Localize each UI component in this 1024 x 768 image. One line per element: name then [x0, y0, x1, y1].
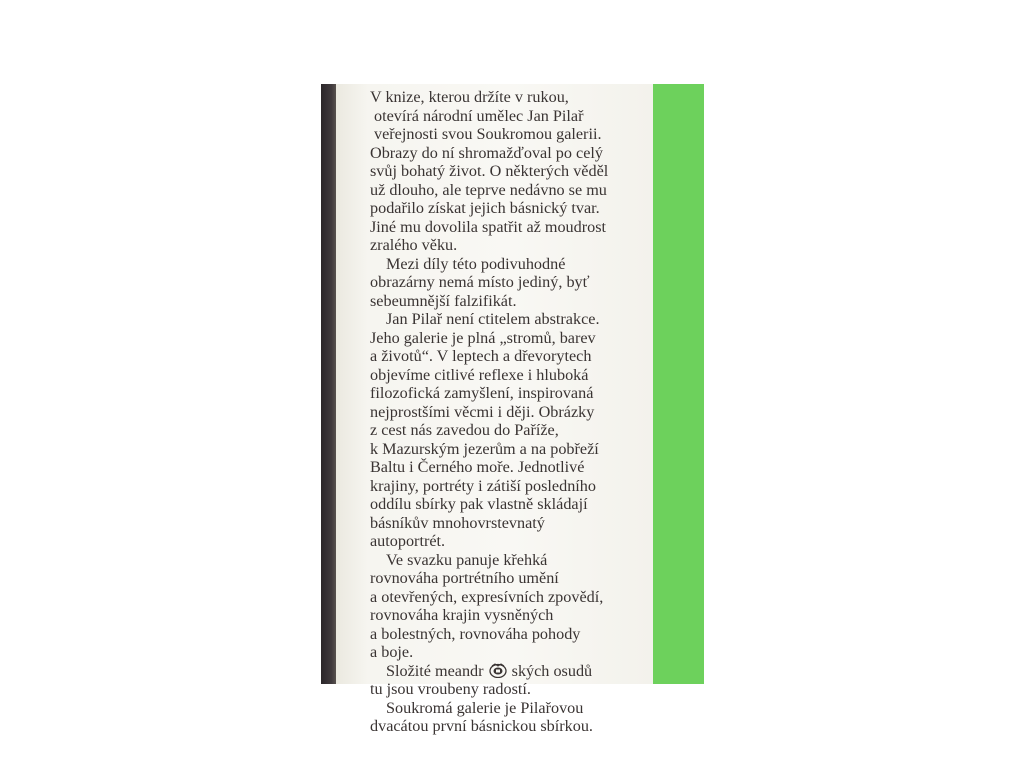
blurb-line	[370, 107, 670, 126]
blurb-line-text: obrazárny nemá místo jediný, byť	[370, 273, 590, 291]
blurb-line-text: Jeho galerie je plná „stromů, barev	[370, 328, 596, 347]
blurb-line	[370, 273, 670, 292]
blurb-line	[370, 662, 670, 681]
blurb-line	[370, 236, 670, 255]
green-cover-edge	[653, 84, 704, 684]
blurb-line	[370, 329, 670, 348]
blurb-line-text: Mezi díly této podivuhodné	[386, 254, 566, 273]
blurb-line-text: dvacátou první básnickou sbírkou.	[370, 717, 593, 735]
blurb-line-text: tu jsou vroubeny radostí.	[370, 680, 531, 698]
blurb-line	[370, 181, 670, 200]
blurb-line-text-after-emblem: ských osudů	[511, 661, 593, 680]
blurb-line	[370, 144, 670, 163]
blurb-line-text: filozofická zamyšlení, inspirovaná	[370, 384, 594, 402]
blurb-line	[370, 606, 670, 625]
blurb-line	[370, 199, 670, 218]
blurb-line	[370, 162, 670, 181]
blurb-line	[370, 292, 670, 311]
blurb-line	[370, 458, 670, 477]
blurb-line-text: otevírá národní umělec Jan Pilař	[374, 106, 584, 125]
blurb-line-text: V knize, kterou držíte v rukou,	[370, 88, 569, 106]
blurb-line-text: Baltu i Černého moře. Jednotlivé	[370, 458, 585, 476]
blurb-line-text: podařilo získat jejich básnický tvar.	[370, 199, 600, 217]
blurb-line-text: zralého věku.	[370, 236, 458, 254]
publisher-emblem-icon	[489, 663, 507, 678]
blurb-line	[370, 88, 670, 107]
blurb-line	[370, 495, 670, 514]
blurb-line-text: básníkův mnohovrstevnatý	[370, 513, 545, 532]
blurb-line	[370, 366, 670, 385]
blurb-line	[370, 421, 670, 440]
blurb-line-text: a životů“. V leptech a dřevorytech	[370, 347, 592, 365]
blurb-line	[370, 218, 670, 237]
blurb-line-text: Jan Pilař není ctitelem abstrakce.	[386, 310, 600, 328]
blurb-line	[370, 403, 670, 422]
blurb-line-text: a otevřených, expresívních zpovědí,	[370, 587, 604, 606]
blurb-line-text: Obrazy do ní shromažďoval po celý	[370, 143, 603, 162]
blurb-line	[370, 625, 670, 644]
blurb-line-text: nejprostšími věcmi i ději. Obrázky	[370, 402, 595, 421]
blurb-line-text: veřejnosti svou Soukromou galerii.	[374, 125, 602, 143]
blurb-line-text: autoportrét.	[370, 532, 446, 550]
blurb-line-text: k Mazurským jezerům a na pobřeží	[370, 439, 599, 458]
blurb-line-text: rovnováha krajin vysněných	[370, 606, 554, 624]
blurb-text	[370, 88, 670, 736]
blurb-line-text: objevíme citlivé reflexe i hluboká	[370, 365, 589, 384]
blurb-line	[370, 310, 670, 329]
blurb-line	[370, 440, 670, 459]
blurb-line-text: svůj bohatý život. O některých věděl	[370, 162, 609, 180]
blurb-line	[370, 347, 670, 366]
blurb-line-text: z cest nás zavedou do Paříže,	[370, 421, 559, 439]
book-flap-scan	[321, 84, 704, 735]
blurb-line	[370, 588, 670, 607]
flap-page	[336, 84, 653, 735]
blurb-line	[370, 255, 670, 274]
blurb-line	[370, 532, 670, 551]
blurb-line	[370, 551, 670, 570]
blurb-line-text: Soukromá galerie je Pilařovou	[386, 698, 584, 717]
blurb-line-text: oddílu sbírky pak vlastně skládají	[370, 495, 588, 513]
dark-edge-strip	[321, 84, 336, 684]
blurb-line-text: rovnováha portrétního umění	[370, 569, 559, 587]
blurb-line	[370, 717, 670, 736]
blurb-line	[370, 125, 670, 144]
blurb-line-text: Složité meandr	[386, 661, 484, 680]
blurb-line	[370, 384, 670, 403]
blurb-line	[370, 643, 670, 662]
blurb-line	[370, 477, 670, 496]
blurb-line-text: Ve svazku panuje křehká	[386, 550, 548, 569]
blurb-line-text: sebeumnější falzifikát.	[370, 291, 517, 310]
blurb-line-text: krajiny, portréty i zátiší posledního	[370, 476, 596, 495]
blurb-line	[370, 680, 670, 699]
blurb-line-text: a bolestných, rovnováha pohody	[370, 624, 581, 643]
blurb-line-text: a boje.	[370, 643, 414, 661]
blurb-line-text: Jiné mu dovolila spatřit až moudrost	[370, 217, 607, 236]
blurb-line	[370, 569, 670, 588]
blurb-line-text: už dlouho, ale teprve nedávno se mu	[370, 180, 607, 199]
blurb-line	[370, 699, 670, 718]
blurb-line	[370, 514, 670, 533]
